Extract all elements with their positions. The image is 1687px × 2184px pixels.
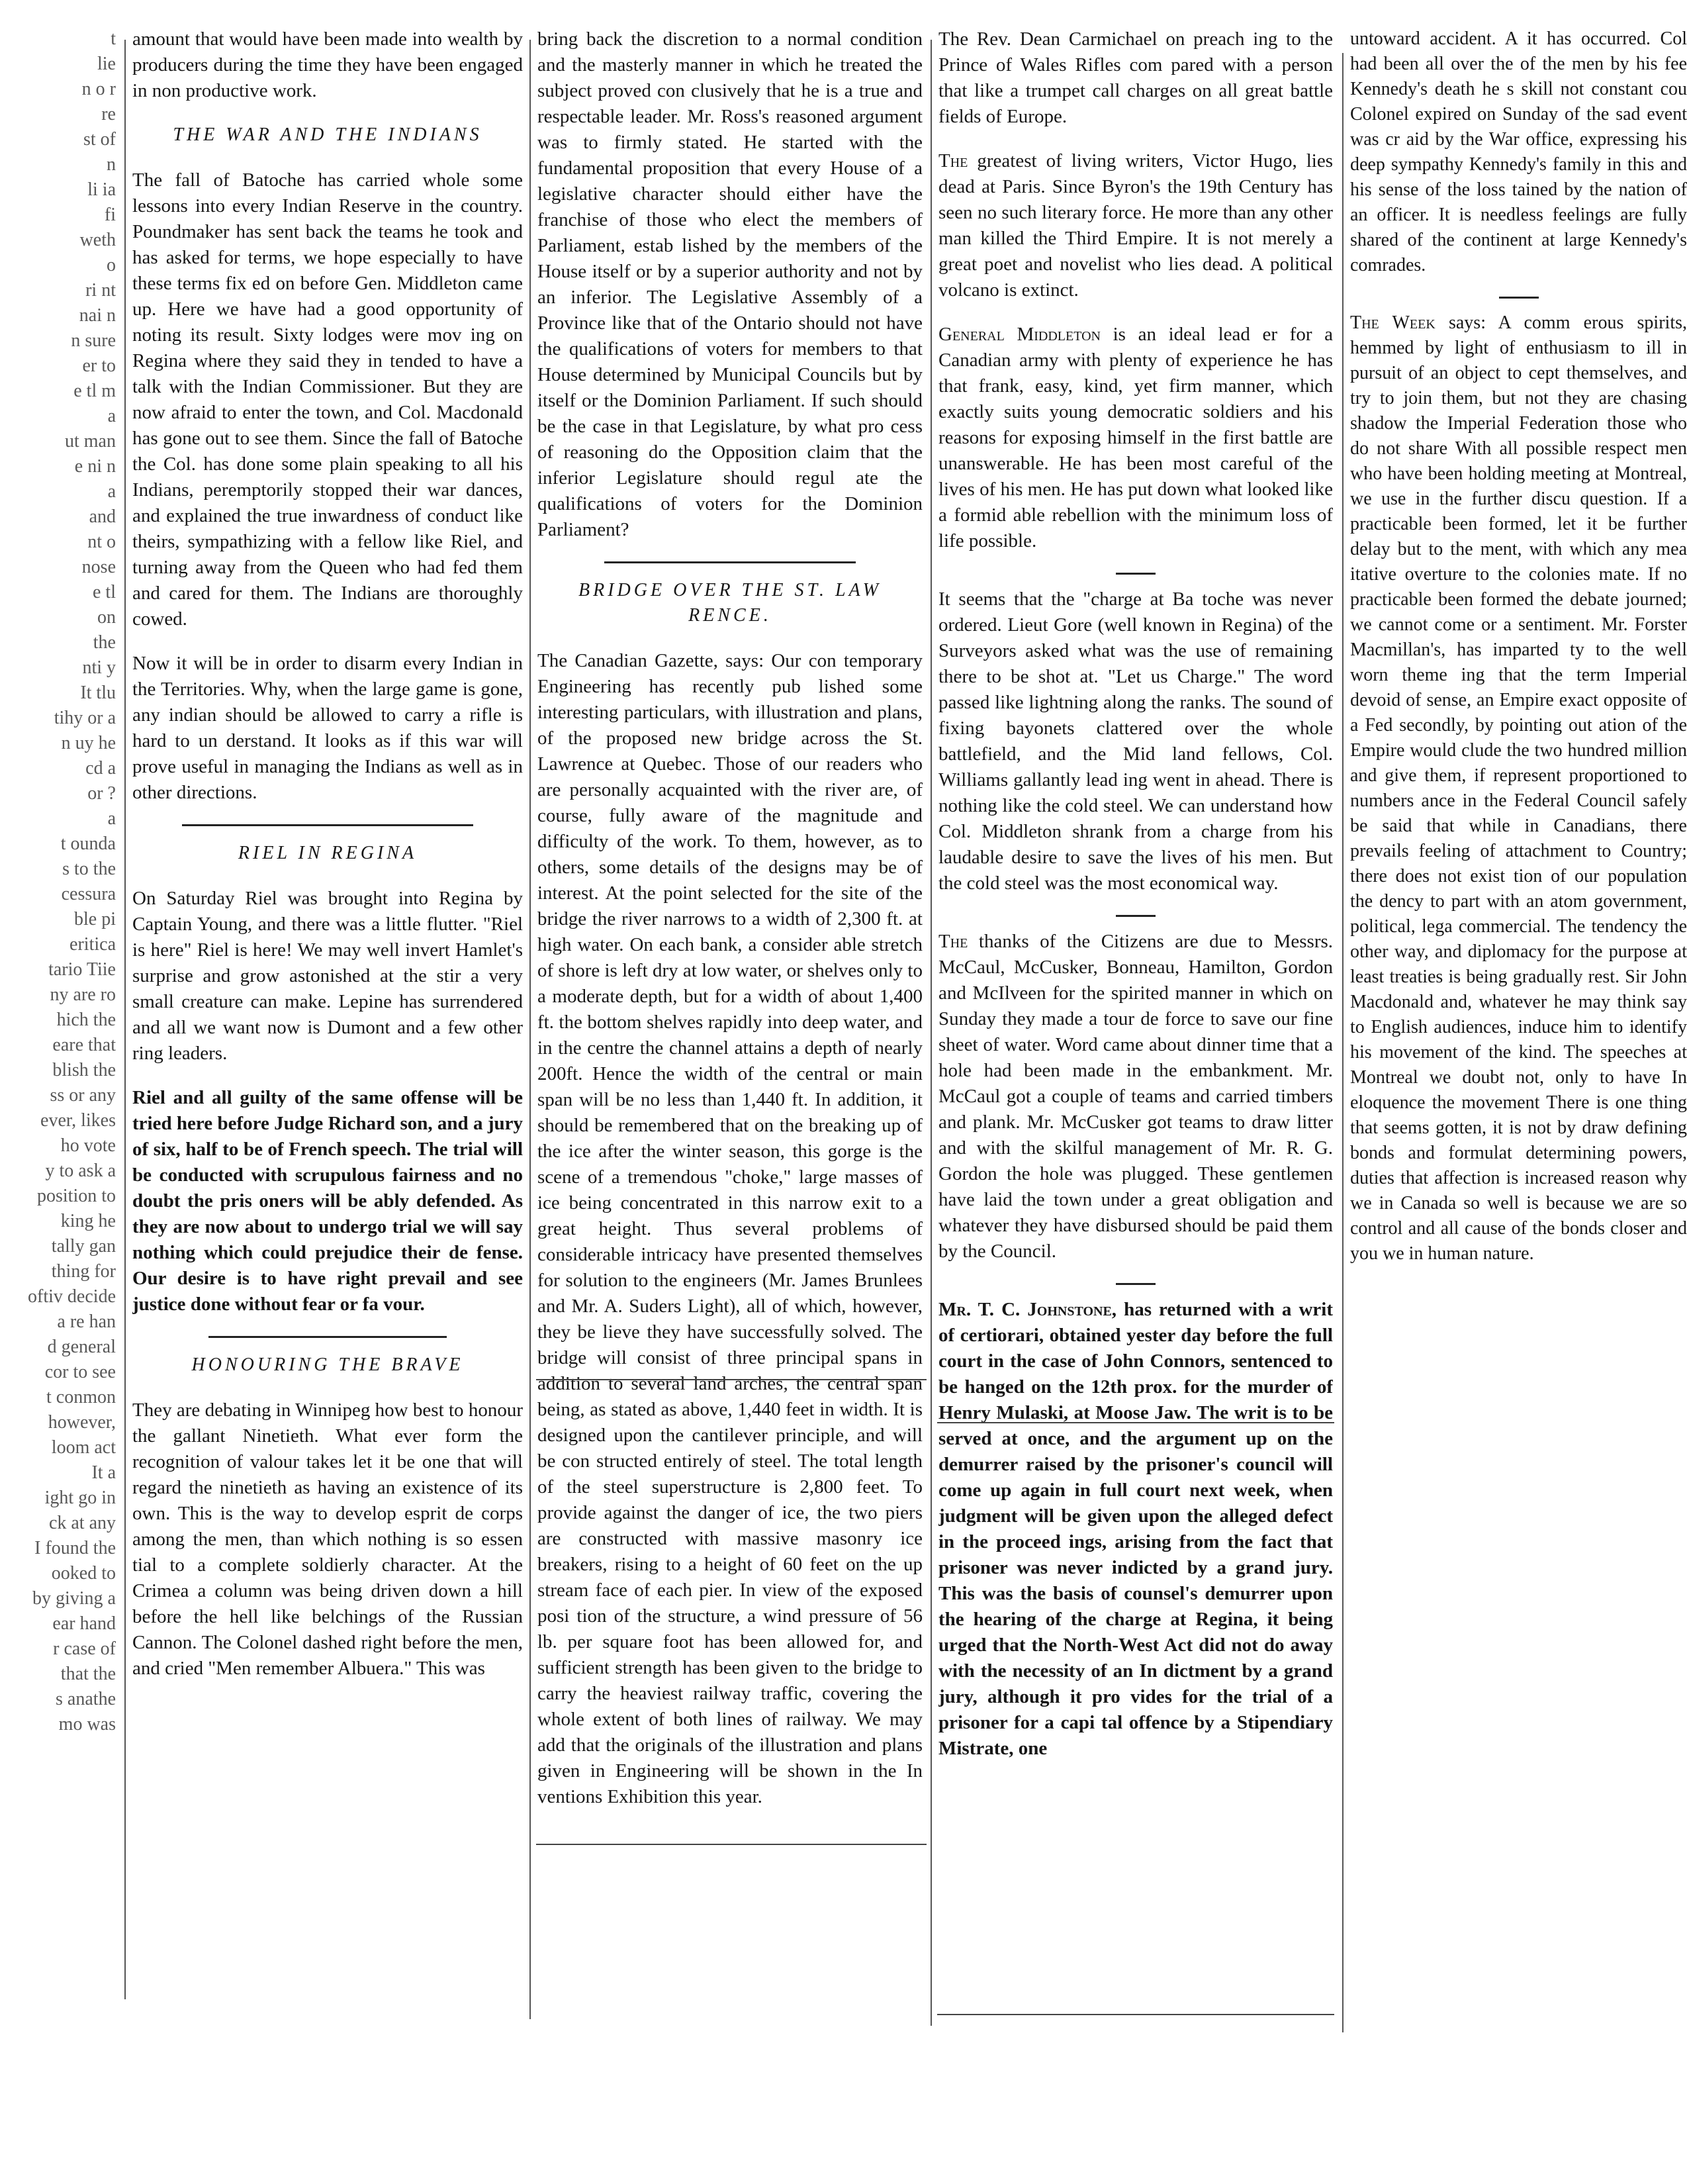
fragment-line: n — [107, 154, 116, 175]
fragment-line: ho vote — [60, 1135, 116, 1156]
fragment-line: nose — [81, 557, 116, 577]
fragment-line: nti y — [82, 657, 116, 678]
article-paragraph — [938, 322, 1333, 554]
separator-rule — [208, 1336, 447, 1338]
fragment-line: on — [97, 607, 116, 628]
fragment-line: cessura — [61, 884, 116, 904]
fragment-line: mo was — [58, 1714, 116, 1734]
column-rule — [124, 40, 126, 1999]
ink-underline — [937, 1422, 1334, 1423]
paragraph-body: thanks of the Citizens are due to Messrs. McCaul, McCusker, Bonneau, Hamilton, Gordon and McIlveen for the spirited manner in which on Sunday they made a tour de force to save our fine sheet of water. Word came about dinner time that a hole had been made in the embankment. Mr. McCaul got a couple of teams and carried timbers and plank. Mr. McCusker got teams to draw litter and with the skilful management of Mr. R. G. Gordon the hole was plugged. These gentlemen have laid the town under a great obligation and whatever they have disbursed should be paid them by the Council. — [938, 931, 1333, 1262]
article-paragraph: The Rev. Dean Carmichael on preach ing to the Prince of Wales Rifles com pared with a person that like a trumpet call charges on all great battle fields of Europe. — [938, 28, 1333, 127]
fragment-line: thing for — [51, 1261, 116, 1282]
fragment-line: oftiv decide — [28, 1286, 116, 1307]
fragment-line: a — [107, 808, 116, 829]
fragment-line: ight go in — [44, 1488, 116, 1508]
column-rule — [529, 40, 531, 2019]
fragment-line: t ounda — [60, 833, 116, 854]
fragment-line: tario Tiie — [48, 959, 116, 980]
separator-rule — [1116, 1283, 1156, 1285]
article-paragraph: On Saturday Riel was brought into Regina by Captain Young, and there was a little flutter. "Riel is here" Riel is here! We may well invert Hamlet's surprise and grow astonished at the stir a very small creature can make. Lepine has surrendered and all we want now is Dumont and a few other ring leaders. — [132, 888, 523, 1064]
column-2 — [537, 26, 923, 2019]
article-paragraph: It seems that the "charge at Ba toche was never ordered. Lieut Gore (well known in Regina) of the Surveyors asked what was the use of remaining there to be shot at. "Let us Charge." The word passed like lightning along the ranks. The sound of fixing bayonets clattered over the whole battlefield, and the Mid land fellows, Col. Williams gallantly lead ing went in ahead. There is nothing like the cold steel. We can understand how Col. Middleton shrank from a charge from his laudable desire to save the lives of his men. But the cold steel was the most economical way. — [938, 589, 1333, 894]
fragment-line: n uy he — [61, 733, 116, 753]
fragment-line: a re han — [57, 1311, 116, 1332]
paragraph-lead: General Middleton — [938, 324, 1101, 345]
headline-war-indians: THE WAR AND THE INDIANS — [173, 124, 482, 145]
paragraph-lead: Mr. T. C. Johnstone, — [938, 1299, 1117, 1320]
fragment-line: or ? — [87, 783, 116, 804]
fragment-line: st of — [83, 129, 116, 150]
article-paragraph — [938, 1297, 1333, 1762]
fragment-line: ny are ro — [50, 984, 116, 1005]
fragment-line: s anathe — [56, 1689, 116, 1709]
column-1 — [132, 26, 523, 1827]
separator-rule — [1116, 573, 1156, 575]
paragraph-lead: The — [938, 931, 968, 952]
fragment-line: tally gan — [51, 1236, 116, 1257]
fragment-line: and — [89, 506, 116, 527]
article-paragraph — [938, 929, 1333, 1264]
fragment-line: t conmon — [46, 1387, 116, 1407]
fragment-line: fi — [104, 205, 116, 225]
fragment-line: e tl m — [73, 381, 116, 401]
fragment-line: It a — [91, 1462, 116, 1483]
fragment-line: ooked to — [51, 1563, 116, 1584]
fragment-line: tihy or a — [54, 708, 116, 728]
fragment-line: position to — [36, 1186, 116, 1206]
ink-underline — [937, 2014, 1334, 2015]
article-paragraph: The fall of Batoche has carried whole some lessons into every Indian Reserve in the country. Poundmaker has sent back the teams he took and has asked for terms, we hope especially to have these terms fix ed on before Gen. Middleton came up. Here we have had a good opportunity of noting its result. Sixty lodges were mov ing on Regina where they said they in tended to have a talk with the Indian Commissioner. But they are now afraid to enter the town, and Col. Macdonald has gone out to see them. Since the fall of Batoche the Col. has done some plain speaking to all his Indians, peremptorily stopped their war dances, and explained the true inwardness of conduct like theirs, sympathizing with a fellow like Riel, and turning away from the Queen who had fed them and cared for them. The Indians are thoroughly cowed. — [132, 169, 523, 630]
fragment-line: r case of — [53, 1638, 116, 1659]
separator-rule — [1116, 915, 1156, 917]
separator-rule — [604, 561, 856, 563]
article-paragraph: Now it will be in order to disarm every Indian in the Territories. Why, when the large game is gone, any indian should be allowed to carry a rifle is hard to un derstand. It looks as if this war will prove useful in managing the Indians as well as in other directions. — [132, 653, 523, 803]
column-4 — [1350, 26, 1687, 2039]
headline-honouring-brave: HONOURING THE BRAVE — [191, 1354, 464, 1375]
article-paragraph — [1350, 310, 1687, 1266]
paragraph-lead: The Week — [1350, 312, 1436, 333]
fragment-line: ever, likes — [40, 1110, 116, 1131]
fragment-line: I found the — [34, 1538, 116, 1558]
article-paragraph — [938, 148, 1333, 303]
fragment-line: e tl — [93, 582, 116, 602]
fragment-line: n o r — [81, 79, 116, 99]
fragment-line: cor to see — [44, 1362, 116, 1382]
article-paragraph: They are debating in Winnipeg how best to honour the gallant Ninetieth. What ever form the recognition of valour takes let it be one that will regard the ninetieth as having an existence of its own. This is the way to develop esprit de corps among the men, than which nothing is so essen tial to a complete soldierly character. At the Crimea a column was being driven down a hill before the hell like belchings of the Russian Cannon. The Colonel dashed right before the men, and cried "Men remember Albuera." This was — [132, 1400, 523, 1679]
separator-rule — [1499, 297, 1539, 299]
fragment-line: er to — [82, 356, 116, 376]
fragment-line: ut man — [65, 431, 116, 451]
fragment-line: d general — [47, 1337, 116, 1357]
fragment-line: ear hand — [52, 1613, 116, 1634]
column-rule — [931, 40, 932, 2026]
ink-underline — [536, 1844, 927, 1845]
fragment-line: loom act — [51, 1437, 116, 1458]
fragment-line: king he — [60, 1211, 116, 1231]
fragment-line: a — [107, 406, 116, 426]
fragment-line: ss or any — [50, 1085, 116, 1106]
fragment-line: li ia — [87, 179, 116, 200]
paragraph-body: is an ideal lead er for a Canadian army with plenty of experience he has that frank, easy, kind, yet firm manner, which exactly suits young democratic soldiers and his reasons for exposing himself in the first battle are unanswerable. He has been most careful of the lives of his men. He has put down what looked like a formid able rebellion with the minimum loss of life possible. — [938, 324, 1333, 551]
fragment-line: re — [101, 104, 116, 124]
article-paragraph: Riel and all guilty of the same offense will be tried here before Judge Richard son, and a jury of six, half to be of French speech. The trial will be conducted with scrupulous fairness and no doubt the pris oners will be ably defended. As they are now about to undergo trial we will say nothing which could prejudice their de fense. Our desire is to have right prevail and see justice done without fear or fa vour. — [132, 1087, 523, 1315]
paragraph-body: has returned with a writ of certiorari, obtained yester day before the full court in the case of John Connors, sentenced to be hanged on the 12th prox. for the murder of Henry Mulaski, at Moose Jaw. The writ is to be served at once, and the argument up on the demurrer raised by the prisoner's council will come up again in full court next week, when judgment will be given upon the alleged defect in the proceed ings, arising from the fact that prisoner was never indicted by a grand jury. This was the basis of counsel's demurrer upon the hearing of the charge at Regina, it being urged that the North-West Act did not do away with the necessity of an In dictment by a grand jury, although it pro vides for the trial of a prisoner for a capi tal offence by a Stipendiary Mistrate, one — [938, 1299, 1333, 1759]
fragment-line: a — [107, 481, 116, 502]
fragment-line: t — [111, 28, 116, 49]
fragment-line: s to the — [62, 859, 116, 879]
lead-paragraph: amount that would have been made into wealth by producers during the time they have been engaged in non productive work. — [132, 28, 523, 101]
fragment-line: nt o — [87, 532, 116, 552]
fragment-line: o — [107, 255, 116, 275]
fragment-line: y to ask a — [45, 1161, 116, 1181]
paragraph-body: greatest of living writers, Victor Hugo, lies dead at Paris. Since Byron's the 19th Century has seen no such literary force. He more than any other man killed the Third Empire. It is not merely a great poet and novelist who lies dead. A political volcano is extinct. — [938, 150, 1333, 301]
separator-rule — [182, 824, 473, 826]
fragment-line: lie — [97, 54, 116, 74]
fragment-line: by giving a — [32, 1588, 116, 1609]
column-3 — [938, 26, 1333, 1827]
paragraph-lead: The — [938, 150, 968, 171]
fragment-line: that the — [60, 1664, 116, 1684]
fragment-line: weth — [79, 230, 116, 250]
fragment-line: the — [93, 632, 116, 653]
fragment-line: ck at any — [48, 1513, 116, 1533]
headline-riel-in-regina: RIEL IN REGINA — [238, 843, 418, 863]
article-paragraph: The Canadian Gazette, says: Our con temporary Engineering has recently pub lished some interesting particulars, with illustration and plans, of the proposed new bridge across the St. Lawrence at Quebec. Those of our readers who are personally acquainted with the river are, of course, fully aware of the magnitude and difficulty of the work. To them, however, as to others, some details of the designs may be of interest. At the point selected for the site of the bridge the river narrows to a width of 2,300 ft. at high water. On each bank, a consider able stretch of shore is left dry at low water, or shelves only to a moderate depth, but for a width of about 1,400 ft. the bottom shelves rapidly into deep water, and in the centre the channel attains a depth of nearly 200ft. Hence the width of the central or main span will be no less than 1,440 ft. In addition, it should be remembered that on the breaking up of the ice after the winter season, this gorge is the scene of a tremendous "choke," large masses of ice being concentrated in this narrow exit to a great height. Thus several problems of considerable intricacy have presented themselves for solution to the engineers (Mr. James Brunlees and Mr. A. Suders Light), all of which, however, they be lieve they have successfully solved. The bridge will consist of three principal spans in addition to several land arches, the central span being, as stated as above, 1,440 feet in width. It is designed upon the cantilever principle, and will be con structed entirely of steel. The total length of the steel superstructure is 2,800 feet. To provide against the danger of ice, the two piers are constructed with massive masonry ice breakers, rising to a height of 60 feet on the up stream face of each pier. In view of the exposed posi tion of the structure, a wind pressure of 56 lb. per square foot has been allowed for, and sufficient strength has been given to the bridge to carry the heaviest railway traffic, covering the whole extent of both lines of railway. We may add that the originals of the illustration and plans given in Engineering will be shown in the In ventions Exhibition this year. — [537, 650, 923, 1807]
fragment-line: eritica — [69, 934, 116, 955]
fragment-line: It tlu — [80, 683, 116, 703]
paragraph-body: says: A comm erous spirits, hemmed by light of enthusiasm to ill in pursuit of an object to cept themselves, and try to join them, but not they are chasing shadow the Imperial Federation those who do not share With all possible respect men who have been holding meeting at Montreal, we use in the further discu question. If a practicable been formed, let it be further delay but to the ment, with which any mea itative overture to the colonies mate. If no practicable been formed the debate journed; we cannot come or a sentiment. Mr. Forster Macmillan's, has imparted ty to the well worn theme ing that the term Imperial devoid of sense, an Empire exact opposite of a Fed secondly, by pointing out ation of the Empire would clude the two hundred million and give them, if represent proportioned to numbers ance in the Federal Council safely be said that while in Canadians, there prevails feeling of attachment to Country; there does not exist tion of our population the dency to part with an atom government, political, lega commercial. The tendency the other way, and diplomacy for the purpose at least treaties is being gradually rest. Sir John Macdonald and, whatever he may think say to English audiences, induce him to identify his movement of the kind. The speeches at Montreal we doubt not, only to have In eloquence the movement There is one thing that seems gotten, it is not by draw defining bonds and formulat determining powers, duties that affection is increased reason why we in Canada so well is because we are so control and all cause of the bonds closer and you we in human nature. — [1350, 312, 1687, 1264]
column-left-fragments — [0, 26, 116, 2013]
fragment-line: ble pi — [74, 909, 116, 929]
article-paragraph: untoward accident. A it has occurred. Col had been all over the of the men by his fee Kennedy's death he s skill not constant cou Colonel expired on Sunday of the sad event was cr aid by the War office, expressing his deep sympathy Kennedy's family in this and his sense of the loss tained by the nation of an officer. It is needless feelings are fully shared of the continent at large Kennedy's comrades. — [1350, 28, 1687, 275]
fragment-line: blish the — [52, 1060, 116, 1080]
fragment-line: e ni n — [74, 456, 116, 477]
fragment-line: nai n — [79, 305, 116, 326]
headline-bridge-st-lawrence: BRIDGE OVER THE ST. LAW RENCE. — [578, 580, 882, 626]
fragment-line: however, — [48, 1412, 116, 1433]
fragment-line: ri nt — [85, 280, 116, 301]
article-paragraph: bring back the discretion to a normal condition and the masterly manner in which he treated the subject proved con clusively that he is a true and respectable leader. Mr. Ross's reasoned argument was to firmly stated. He started with the fundamental proposition that every House of a legislative character should either have the franchise of those who elect the members of Parliament, estab lished by the members of the House itself or by a superior authority and not by an inferior. The Legislative Assembly of a Province like that of the Ontario should not have the qualifications of voters for members to that House determined by Municipal Councils but by itself or the Dominion Parliament. If such should be the case in that Legislature, by what pro cess of reasoning do the Opposition claim that the inferior Legislature should regul ate the qualifications of voters for the Dominion Parliament? — [537, 28, 923, 540]
ink-underline — [536, 1379, 927, 1380]
fragment-line: cd a — [85, 758, 116, 779]
fragment-line: eare that — [52, 1035, 116, 1055]
column-rule — [1342, 53, 1344, 2032]
fragment-line: hich the — [56, 1010, 116, 1030]
fragment-line: n sure — [71, 330, 116, 351]
